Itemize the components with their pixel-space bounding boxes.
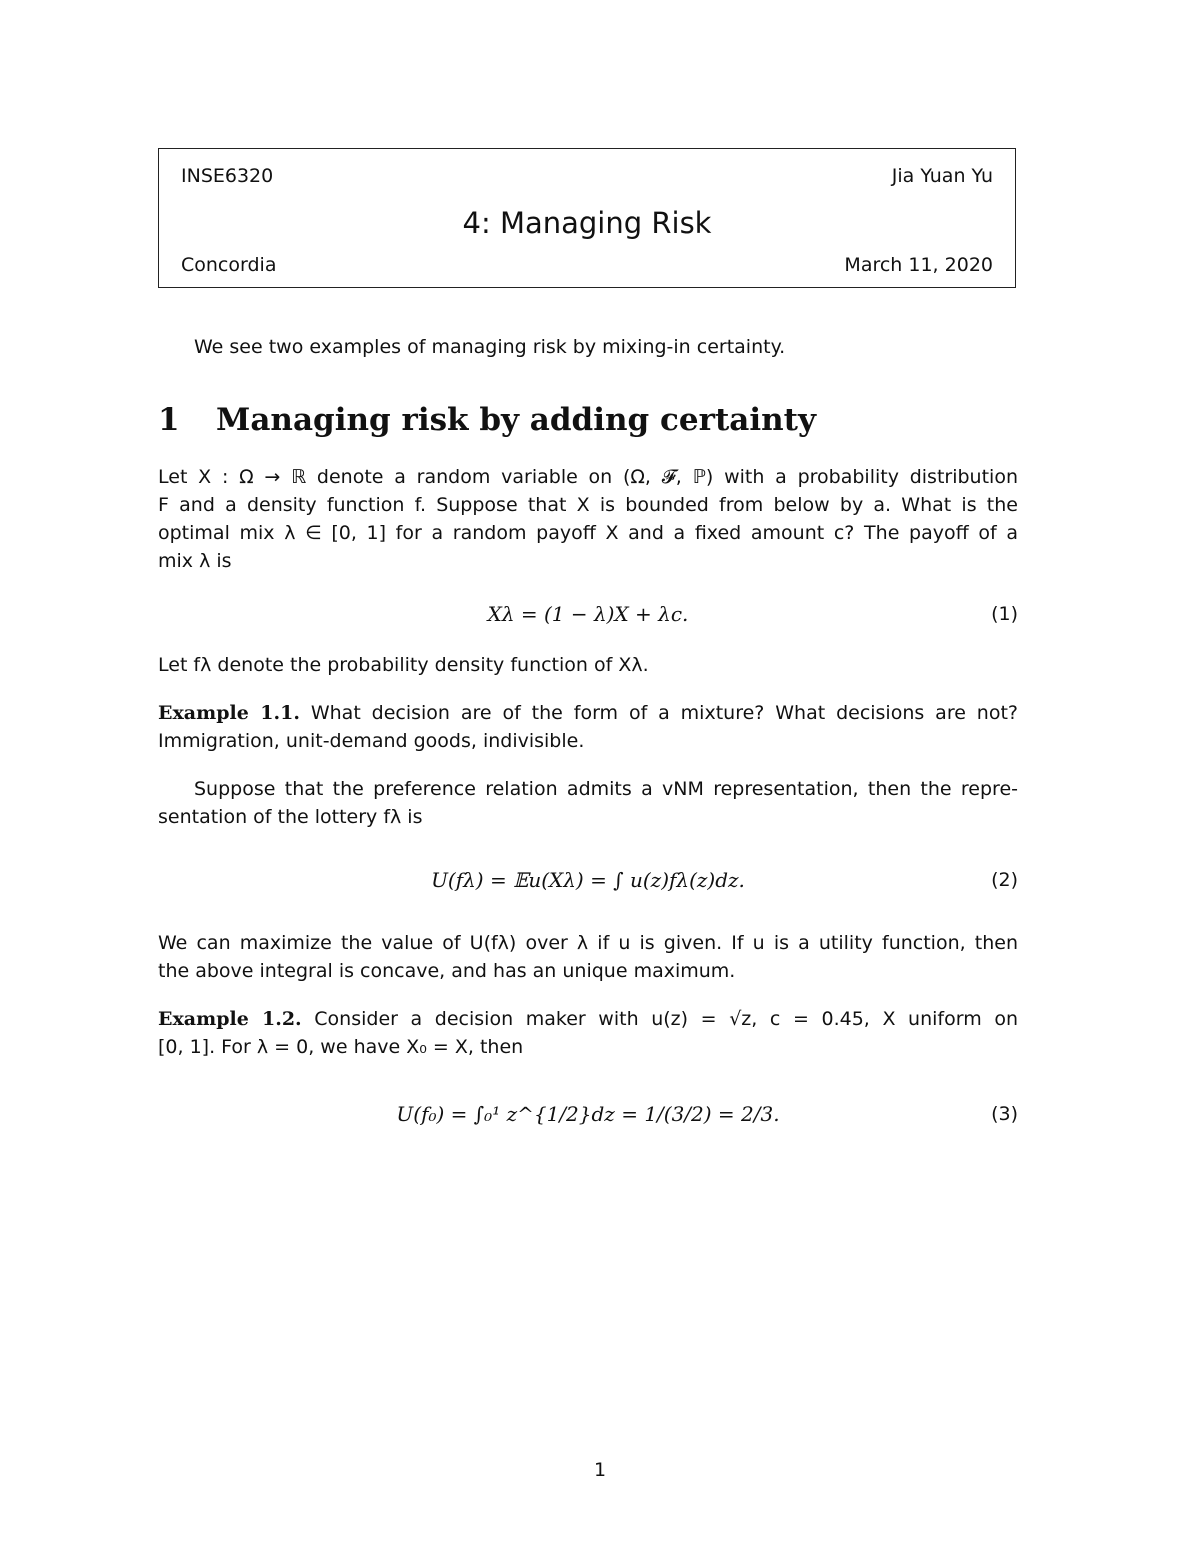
example-text: What decision are of the form of a mixture? What decisions are not? bbox=[310, 702, 1018, 724]
equation-2-body: U(fλ) = 𝔼u(Xλ) = ∫ u(z)fλ(z)dz. bbox=[431, 868, 745, 892]
paragraph-3 bbox=[158, 775, 1018, 831]
section-heading bbox=[158, 400, 816, 440]
equation-2 bbox=[158, 866, 1018, 916]
equation-3-body: U(f₀) = ∫₀¹ z^{1/2}dz = 1/(3/2) = 2/3. bbox=[396, 1102, 780, 1126]
equation-1-body: Xλ = (1 − λ)X + λc. bbox=[487, 602, 689, 626]
paragraph-1-line: mix λ is bbox=[158, 550, 232, 572]
institution: Concordia bbox=[181, 254, 277, 276]
equation-1-number: (1) bbox=[991, 603, 1018, 625]
paragraph-4 bbox=[158, 929, 1018, 985]
course-code: INSE6320 bbox=[181, 165, 274, 187]
example-1-2-line: [0, 1]. For λ = 0, we have X₀ = X, then bbox=[158, 1036, 524, 1058]
equation-3 bbox=[158, 1100, 1018, 1150]
example-text: Consider a decision maker with u(z) = √z, c = 0.45, X uniform on bbox=[314, 1008, 1018, 1030]
paragraph-4-line: We can maximize the value of U(fλ) over λ if u is given. If u is a utility function, then bbox=[158, 932, 1018, 954]
paragraph-3-line: Suppose that the preference relation admits a vNM representation, then the repre- bbox=[194, 778, 1018, 800]
author-name: Jia Yuan Yu bbox=[891, 165, 993, 187]
section-title: Managing risk by adding certainty bbox=[216, 402, 817, 438]
example-1-1-line: Immigration, unit-demand goods, indivisible. bbox=[158, 730, 585, 752]
example-1-1 bbox=[158, 699, 1018, 755]
example-1-1-line bbox=[158, 699, 1018, 727]
example-1-2-line bbox=[158, 1005, 1018, 1033]
paragraph-3-line: sentation of the lottery fλ is bbox=[158, 806, 423, 828]
equation-1 bbox=[158, 600, 1018, 650]
paragraph-4-line: the above integral is concave, and has an unique maximum. bbox=[158, 960, 736, 982]
document-title: 4: Managing Risk bbox=[462, 206, 712, 240]
paragraph-1-line: Let X : Ω → ℝ denote a random variable on (Ω, 𝓕, ℙ) with a probability distribution bbox=[158, 466, 1018, 488]
equation-3-number: (3) bbox=[991, 1103, 1018, 1125]
paragraph-1 bbox=[158, 463, 1018, 575]
document-date: March 11, 2020 bbox=[844, 254, 993, 276]
intro-paragraph: We see two examples of managing risk by mixing-in certainty. bbox=[194, 336, 786, 358]
example-1-2 bbox=[158, 1005, 1018, 1061]
example-label: Example 1.1. bbox=[158, 702, 300, 724]
section-number: 1 bbox=[158, 402, 180, 438]
example-label: Example 1.2. bbox=[158, 1008, 302, 1030]
equation-2-number: (2) bbox=[991, 869, 1018, 891]
page-number: 1 bbox=[593, 1459, 607, 1481]
header-box bbox=[158, 148, 1016, 288]
paragraph-2: Let fλ denote the probability density function of Xλ. bbox=[158, 654, 649, 676]
paragraph-1-line: optimal mix λ ∈ [0, 1] for a random payoff X and a fixed amount c? The payoff of a bbox=[158, 522, 1018, 544]
paragraph-1-line: F and a density function f. Suppose that X is bounded from below by a. What is the bbox=[158, 494, 1018, 516]
